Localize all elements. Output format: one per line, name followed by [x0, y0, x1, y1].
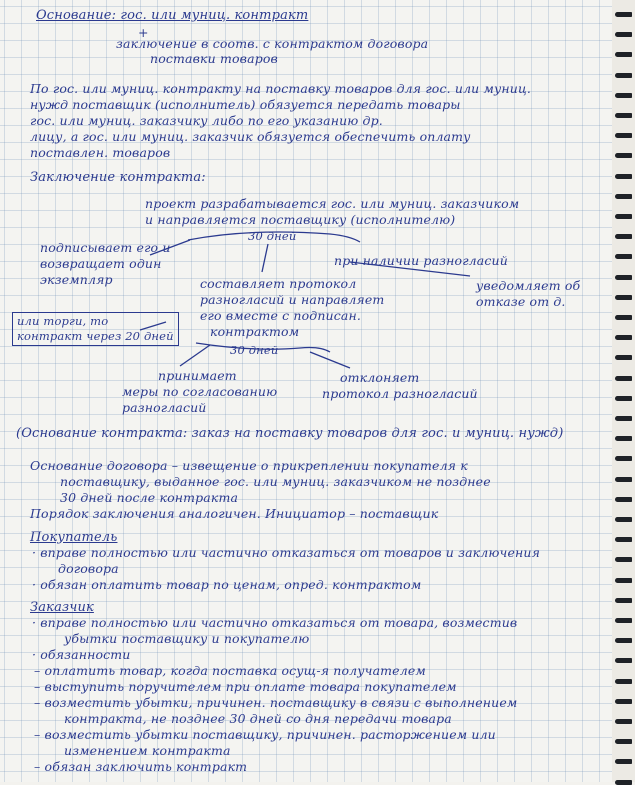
- arrow-line: [262, 244, 268, 272]
- spiral-ring: [615, 275, 632, 280]
- list-item: – оплатить товар, когда поставка осущ-я получателем: [34, 663, 426, 678]
- spiral-ring: [615, 537, 632, 542]
- definition-line: поставлен. товаров: [30, 145, 171, 160]
- boxed-note-line: или торги, то: [17, 314, 109, 328]
- days-label: 30 дней: [230, 343, 279, 357]
- diagram-node-protocol: составляет протокол: [200, 276, 357, 291]
- spiral-ring: [615, 73, 632, 78]
- diagram-node-draft: проект разрабатывается гос. или муниц. заказчиком: [145, 196, 520, 211]
- arrow-line: [350, 262, 470, 276]
- list-item: договора: [58, 561, 119, 576]
- diagram-node-sign: подписывает его и: [40, 240, 171, 255]
- diagram-node-protocol: его вместе с подписан.: [200, 308, 362, 323]
- definition-line: лицу, а гос. или муниц. заказчик обязуется обеспечить оплату: [30, 129, 471, 144]
- spiral-ring: [615, 52, 632, 57]
- list-item: изменением контракта: [64, 743, 231, 758]
- definition-line: По гос. или муниц. контракту на поставку товаров для гос. или муниц.: [30, 81, 532, 96]
- bracket-line: [196, 343, 330, 352]
- diagram-node-disagreement: при наличии разногласий: [334, 253, 508, 268]
- spiral-ring: [615, 32, 632, 37]
- diagram-node-accept: принимает: [158, 368, 237, 383]
- spiral-ring: [615, 618, 632, 623]
- spiral-ring: [615, 355, 632, 360]
- spiral-ring: [615, 315, 632, 320]
- diagram-node-refusal: уведомляет об: [476, 278, 581, 293]
- heading-customer: Заказчик: [30, 600, 94, 615]
- list-item: – возместить убытки, причинен. поставщику в связи с выполнением: [34, 695, 518, 710]
- list-item: · обязанности: [32, 647, 131, 662]
- text-line: 30 дней после контракта: [60, 490, 239, 505]
- arrow-line: [310, 352, 350, 368]
- spiral-ring: [615, 759, 632, 764]
- spiral-ring: [615, 335, 632, 340]
- contract-basis-note: (Основание контракта: заказ на поставку товаров для гос. и муниц. нужд): [16, 426, 564, 441]
- arrow-line: [180, 345, 210, 366]
- diagram-node-accept: меры по согласованию: [122, 384, 278, 399]
- list-item: убытки поставщику и покупателю: [64, 631, 310, 646]
- list-item: – возместить убытки поставщику, причинен. расторжением или: [34, 727, 496, 742]
- spiral-ring: [615, 194, 632, 199]
- definition-line: нужд поставщик (исполнитель) обязуется передать товары: [30, 97, 461, 112]
- spiral-binding: [612, 0, 635, 782]
- spiral-ring: [615, 598, 632, 603]
- spiral-ring: [615, 436, 632, 441]
- list-item: · вправе полностью или частично отказаться от товаров и заключения: [32, 545, 541, 560]
- spiral-ring: [615, 254, 632, 259]
- spiral-ring: [615, 113, 632, 118]
- spiral-ring: [615, 214, 632, 219]
- spiral-ring: [615, 133, 632, 138]
- heading-conclusion: Заключение контракта:: [30, 170, 206, 185]
- spiral-ring: [615, 739, 632, 744]
- diagram-node-protocol: контрактом: [210, 324, 300, 339]
- diagram-node-accept: разногласий: [122, 400, 207, 415]
- spiral-ring: [615, 295, 632, 300]
- text-line: Основание договора – извещение о прикреплении покупателя к: [30, 458, 468, 473]
- arrow-line: [150, 240, 190, 255]
- spiral-ring: [615, 93, 632, 98]
- text-line: поставщику, выданное гос. или муниц. заказчиком не позднее: [60, 474, 491, 489]
- boxed-note-line: контракт через 20 дней: [17, 329, 174, 343]
- text-line: заключение в соотв. с контрактом договора: [116, 36, 429, 51]
- spiral-ring: [615, 658, 632, 663]
- diagram-node-sign: возвращает один: [40, 256, 162, 271]
- spiral-ring: [615, 174, 632, 179]
- arrow-line: [140, 322, 166, 330]
- spiral-ring: [615, 416, 632, 421]
- heading-buyer: Покупатель: [30, 530, 118, 545]
- diagram-node-draft: и направляется поставщику (исполнителю): [145, 212, 456, 227]
- definition-line: гос. или муниц. заказчику либо по его указанию др.: [30, 113, 383, 128]
- spiral-ring: [615, 719, 632, 724]
- bracket-line: [188, 232, 360, 242]
- diagram-node-reject: отклоняет: [340, 370, 420, 385]
- spiral-ring: [615, 497, 632, 502]
- diagram-node-refusal: отказе от д.: [476, 294, 566, 309]
- spiral-ring: [615, 12, 632, 17]
- spiral-ring: [615, 456, 632, 461]
- spiral-ring: [615, 578, 632, 583]
- spiral-ring: [615, 780, 632, 785]
- spiral-ring: [615, 517, 632, 522]
- spiral-ring: [615, 638, 632, 643]
- list-item: – выступить поручителем при оплате товара покупателем: [34, 679, 457, 694]
- heading-basis: Основание: гос. или муниц. контракт: [36, 8, 309, 23]
- text-line: Порядок заключения аналогичен. Инициатор – поставщик: [30, 506, 439, 521]
- spiral-ring: [615, 376, 632, 381]
- spiral-ring: [615, 234, 632, 239]
- list-item: · вправе полностью или частично отказаться от товара, возместив: [32, 615, 518, 630]
- diagram-node-reject: протокол разногласий: [322, 386, 478, 401]
- days-label: 30 дней: [248, 229, 297, 243]
- spiral-ring: [615, 699, 632, 704]
- list-item: – обязан заключить контракт: [34, 759, 248, 774]
- spiral-ring: [615, 153, 632, 158]
- list-item: контракта, не позднее 30 дней со дня передачи товара: [64, 711, 452, 726]
- text-line: поставки товаров: [150, 51, 278, 66]
- spiral-ring: [615, 477, 632, 482]
- spiral-ring: [615, 396, 632, 401]
- spiral-ring: [615, 679, 632, 684]
- plus-sign: +: [138, 25, 149, 40]
- list-item: · обязан оплатить товар по ценам, опред. контрактом: [32, 577, 422, 592]
- diagram-node-protocol: разногласий и направляет: [200, 292, 385, 307]
- diagram-node-sign: экземпляр: [40, 272, 113, 287]
- spiral-ring: [615, 557, 632, 562]
